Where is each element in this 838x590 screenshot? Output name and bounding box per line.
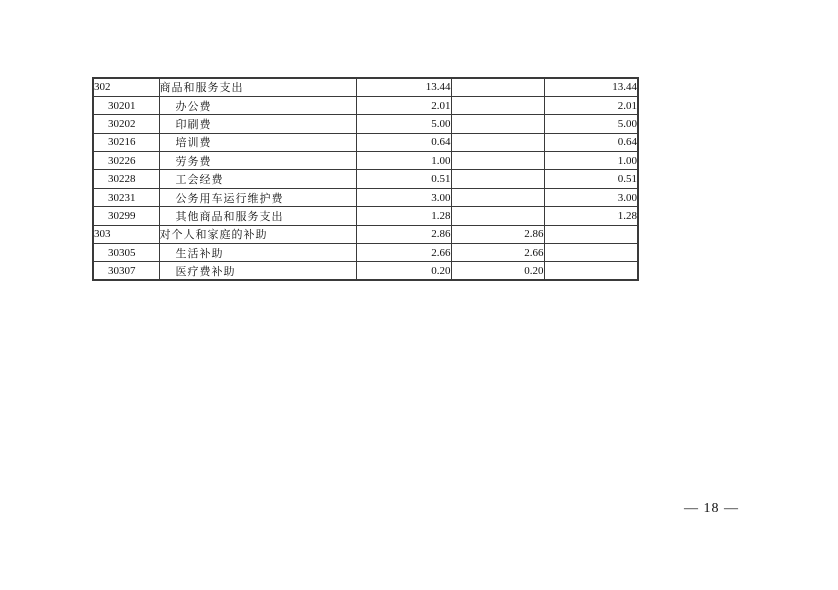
row-col5-value: 13.44 <box>544 78 638 96</box>
row-col4-value: 2.86 <box>451 225 544 243</box>
row-name: 商品和服务支出 <box>159 78 356 96</box>
row-code: 302 <box>93 78 159 96</box>
row-col4-value <box>451 188 544 206</box>
page-number: — 18 — <box>684 501 739 516</box>
table-row <box>93 96 638 114</box>
row-name: 培训费 <box>159 133 356 151</box>
table-row <box>93 244 638 262</box>
row-col5-value: 1.00 <box>544 152 638 170</box>
table-row <box>93 207 638 225</box>
row-col5-value: 0.51 <box>544 170 638 188</box>
row-col5-value: 3.00 <box>544 188 638 206</box>
row-col4-value <box>451 152 544 170</box>
row-code: 30226 <box>93 152 159 170</box>
row-col4-value: 2.66 <box>451 244 544 262</box>
row-col5-value <box>544 225 638 243</box>
row-name: 工会经费 <box>159 170 356 188</box>
row-col5-value: 0.64 <box>544 133 638 151</box>
row-col3-value: 3.00 <box>356 188 451 206</box>
row-col3-value: 2.86 <box>356 225 451 243</box>
table-row <box>93 115 638 133</box>
row-col4-value <box>451 207 544 225</box>
row-col4-value: 0.20 <box>451 262 544 280</box>
row-name: 公务用车运行维护费 <box>159 188 356 206</box>
row-col4-value <box>451 96 544 114</box>
row-col3-value: 0.64 <box>356 133 451 151</box>
table-row <box>93 188 638 206</box>
table-row <box>93 152 638 170</box>
row-col5-value: 2.01 <box>544 96 638 114</box>
row-col5-value <box>544 244 638 262</box>
row-col4-value <box>451 170 544 188</box>
row-code: 30305 <box>93 244 159 262</box>
row-name: 生活补助 <box>159 244 356 262</box>
row-col4-value <box>451 78 544 96</box>
row-col4-value <box>451 115 544 133</box>
budget-table <box>92 77 639 281</box>
row-name: 办公费 <box>159 96 356 114</box>
row-name: 印刷费 <box>159 115 356 133</box>
row-col3-value: 1.28 <box>356 207 451 225</box>
row-code: 30202 <box>93 115 159 133</box>
table-row <box>93 262 638 280</box>
row-code: 30307 <box>93 262 159 280</box>
row-name: 医疗费补助 <box>159 262 356 280</box>
row-code: 30299 <box>93 207 159 225</box>
row-code: 30216 <box>93 133 159 151</box>
row-col3-value: 2.66 <box>356 244 451 262</box>
row-code: 30231 <box>93 188 159 206</box>
row-name: 对个人和家庭的补助 <box>159 225 356 243</box>
table-row <box>93 170 638 188</box>
table-row <box>93 225 638 243</box>
row-name: 其他商品和服务支出 <box>159 207 356 225</box>
row-col3-value: 13.44 <box>356 78 451 96</box>
row-col5-value: 5.00 <box>544 115 638 133</box>
table-row <box>93 78 638 96</box>
row-code: 30201 <box>93 96 159 114</box>
row-col3-value: 0.20 <box>356 262 451 280</box>
row-col3-value: 2.01 <box>356 96 451 114</box>
row-col3-value: 5.00 <box>356 115 451 133</box>
row-col5-value: 1.28 <box>544 207 638 225</box>
row-code: 30228 <box>93 170 159 188</box>
row-name: 劳务费 <box>159 152 356 170</box>
row-col5-value <box>544 262 638 280</box>
row-col3-value: 1.00 <box>356 152 451 170</box>
row-col4-value <box>451 133 544 151</box>
row-col3-value: 0.51 <box>356 170 451 188</box>
row-code: 303 <box>93 225 159 243</box>
table-row <box>93 133 638 151</box>
